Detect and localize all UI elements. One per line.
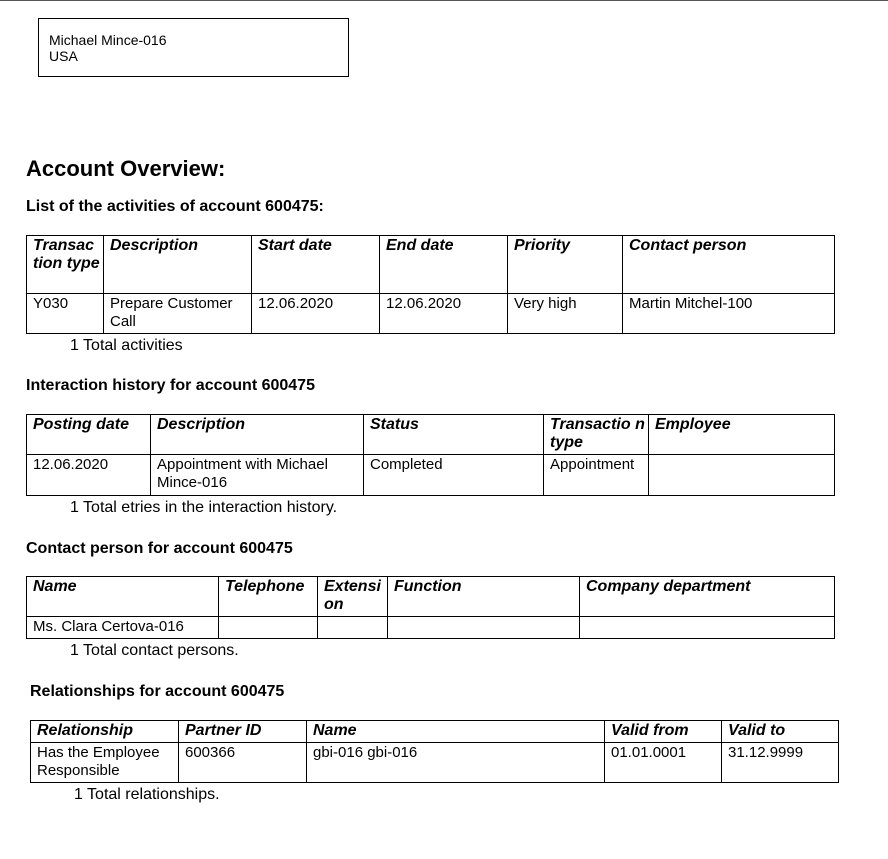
activities-heading: List of the activities of account 600475: [26, 198, 324, 215]
table-cell: Martin Mitchel-100 [623, 294, 835, 334]
address-country: USA [49, 48, 78, 64]
table-header-row [27, 415, 835, 455]
column-header: Company department [580, 577, 835, 617]
column-header: Name [27, 577, 219, 617]
table-header-row [27, 577, 835, 617]
column-header: Valid from [605, 721, 722, 743]
column-header: Extensi on [318, 577, 388, 617]
interactions-table [26, 414, 835, 496]
relationships-heading: Relationships for account 600475 [30, 683, 285, 700]
contacts-table [26, 576, 835, 639]
table-cell: Prepare Customer Call [104, 294, 252, 334]
contacts-heading: Contact person for account 600475 [26, 540, 293, 557]
activities-total: 1 Total activities [70, 337, 183, 354]
column-header: Description [151, 415, 364, 455]
table-row [31, 743, 839, 783]
column-header: Posting date [27, 415, 151, 455]
column-header: Start date [252, 236, 380, 294]
column-header: Status [364, 415, 544, 455]
column-header: Function [388, 577, 580, 617]
table-header-row [27, 236, 835, 294]
interactions-heading: Interaction history for account 600475 [26, 377, 315, 394]
table-cell [580, 617, 835, 639]
column-header: Priority [508, 236, 623, 294]
page-title: Account Overview: [26, 156, 226, 181]
relationships-total: 1 Total relationships. [74, 786, 220, 803]
table-cell: Ms. Clara Certova-016 [27, 617, 219, 639]
address-box [38, 18, 349, 77]
table-cell [318, 617, 388, 639]
column-header: Telephone [219, 577, 318, 617]
address-name: Michael Mince-016 [49, 32, 167, 48]
column-header: Description [104, 236, 252, 294]
column-header: Relationship [31, 721, 179, 743]
table-cell: Appointment [544, 455, 649, 496]
column-header: Employee [649, 415, 835, 455]
table-cell: Appointment with Michael Mince-016 [151, 455, 364, 496]
table-cell: Y030 [27, 294, 104, 334]
table-cell: Has the Employee Responsible [31, 743, 179, 783]
table-cell: 12.06.2020 [380, 294, 508, 334]
interactions-total: 1 Total etries in the interaction history. [70, 499, 338, 516]
top-rule [0, 0, 888, 1]
table-cell: 12.06.2020 [27, 455, 151, 496]
table-cell [649, 455, 835, 496]
table-cell [219, 617, 318, 639]
column-header: Transac tion type [27, 236, 104, 294]
table-cell: 01.01.0001 [605, 743, 722, 783]
table-cell: 12.06.2020 [252, 294, 380, 334]
column-header: End date [380, 236, 508, 294]
contacts-total: 1 Total contact persons. [70, 642, 239, 659]
table-row [27, 617, 835, 639]
table-cell [388, 617, 580, 639]
table-cell: 31.12.9999 [722, 743, 839, 783]
column-header: Partner ID [179, 721, 307, 743]
table-header-row [31, 721, 839, 743]
column-header: Valid to [722, 721, 839, 743]
table-row [27, 294, 835, 334]
table-row [27, 455, 835, 496]
column-header: Name [307, 721, 605, 743]
table-cell: gbi-016 gbi-016 [307, 743, 605, 783]
table-cell: 600366 [179, 743, 307, 783]
table-cell: Very high [508, 294, 623, 334]
table-cell: Completed [364, 455, 544, 496]
activities-table [26, 235, 835, 334]
column-header: Transactio n type [544, 415, 649, 455]
relationships-table [30, 720, 839, 783]
column-header: Contact person [623, 236, 835, 294]
